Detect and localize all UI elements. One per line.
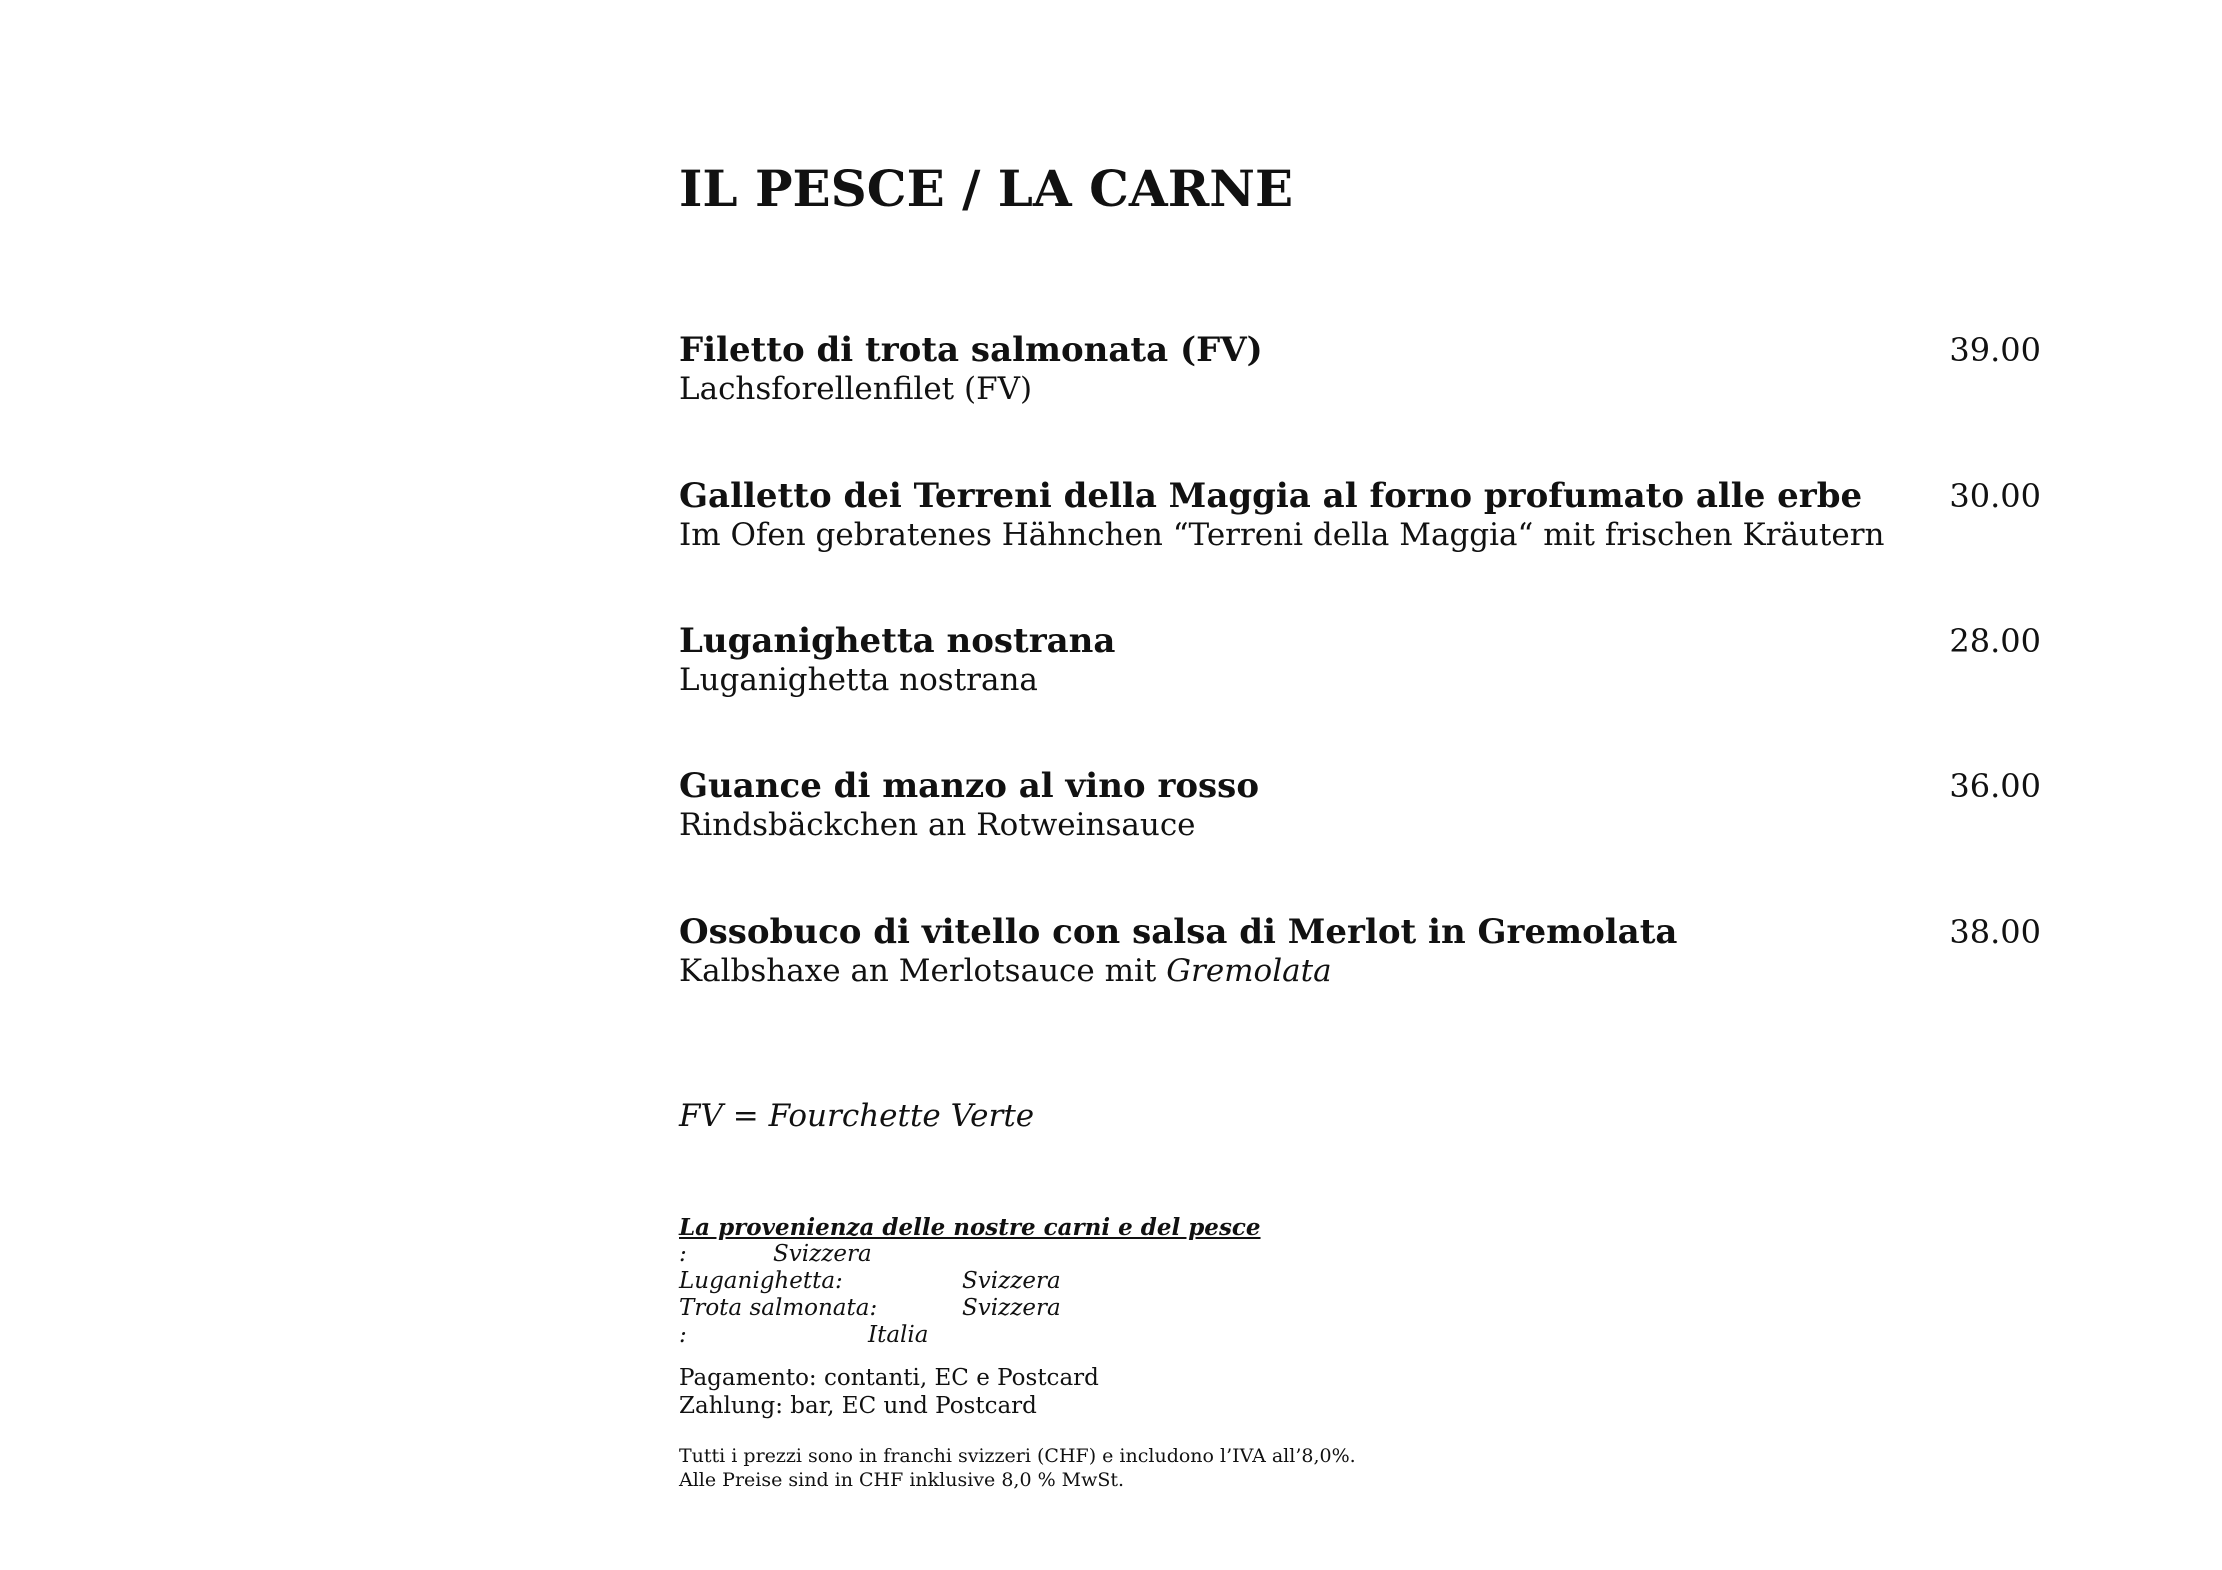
dish-subtitle: Rindsbäckchen an Rotweinsauce (679, 807, 1196, 843)
dish-name: Guance di manzo al vino rosso (679, 766, 1259, 806)
origin-label: : (679, 1241, 687, 1267)
origin-row (679, 1241, 1261, 1268)
dish-subtitle: Lachsforellenfilet (FV) (679, 371, 1033, 407)
page-title: IL PESCE / LA CARNE (679, 159, 1294, 218)
origin-country: Italia (868, 1322, 929, 1348)
payment-line-de: Zahlung: bar, EC und Postcard (679, 1393, 1037, 1419)
menu-item (679, 330, 2049, 408)
origin-label: Luganighetta: (679, 1268, 843, 1294)
dish-name: Filetto di trota salmonata (FV) (679, 330, 1263, 370)
dish-name: Luganighetta nostrana (679, 621, 1116, 661)
dish-subtitle-italic: Gremolata (1166, 953, 1332, 989)
fv-legend: FV = Fourchette Verte (679, 1098, 1035, 1134)
origin-label: : (679, 1322, 687, 1348)
vat-line-it: Tutti i prezzi sono in franchi svizzeri (CHF) e includono l’IVA all’8,0%. (679, 1445, 1356, 1467)
dish-name: Galletto dei Terreni della Maggia al forno profumato alle erbe (679, 476, 1863, 516)
dish-subtitle-text: Kalbshaxe an Merlotsauce mit (679, 953, 1167, 989)
dish-price: 36.00 (1949, 767, 2041, 805)
origin-row (679, 1268, 1261, 1295)
origin-country: Svizzera (962, 1268, 1061, 1294)
origin-country: Svizzera (773, 1241, 872, 1267)
dish-name: Ossobuco di vitello con salsa di Merlot in Gremolata (679, 912, 1678, 952)
dish-price: 39.00 (1949, 331, 2041, 369)
payment-info (679, 1364, 1099, 1420)
origin-section (679, 1214, 1261, 1349)
origin-row (679, 1295, 1261, 1322)
menu-item (679, 476, 2049, 554)
origin-title: La provenienza delle nostre carni e del pesce (679, 1214, 1261, 1241)
menu-item (679, 766, 2049, 844)
dish-subtitle (679, 952, 2049, 990)
menu-item (679, 621, 2049, 699)
dish-price: 38.00 (1949, 913, 2041, 951)
dish-subtitle: Im Ofen gebratenes Hähnchen “Terreni della Maggia“ mit frischen Kräutern (679, 517, 1885, 553)
dish-subtitle: Luganighetta nostrana (679, 662, 1038, 698)
vat-line-de: Alle Preise sind in CHF inklusive 8,0 % MwSt. (679, 1469, 1125, 1491)
dish-price: 28.00 (1949, 622, 2041, 660)
vat-info (679, 1444, 1356, 1492)
origin-row (679, 1322, 1261, 1349)
origin-label: Trota salmonata: (679, 1295, 878, 1321)
menu-item (679, 912, 2049, 990)
dish-price: 30.00 (1949, 477, 2041, 515)
payment-line-it: Pagamento: contanti, EC e Postcard (679, 1365, 1099, 1391)
origin-country: Svizzera (962, 1295, 1061, 1321)
